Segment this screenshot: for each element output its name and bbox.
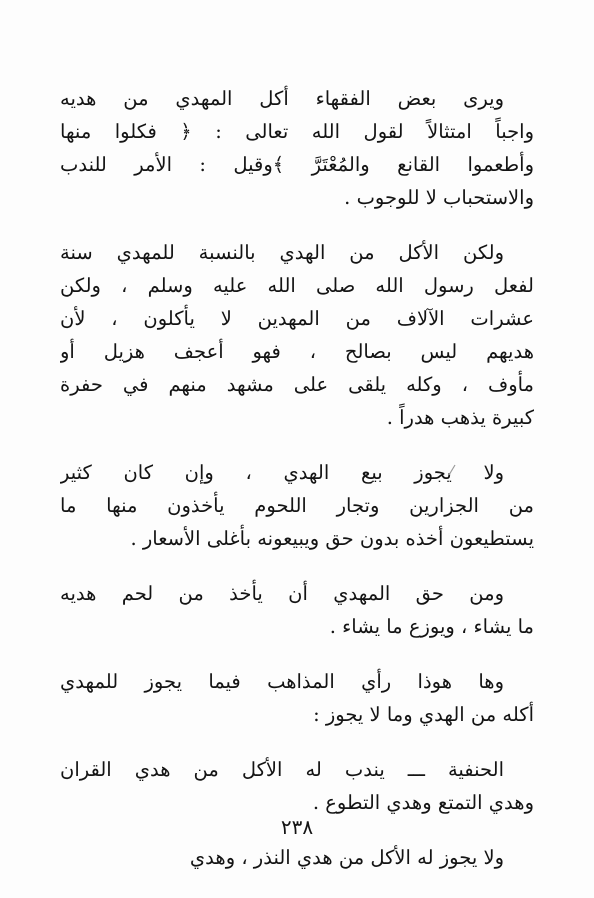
text-line: ولكن الأكل من الهدي بالنسبة للمهدي سنة: [60, 241, 504, 264]
text-line: عشرات الآلاف من المهدين لا يأكلون ، لأن: [60, 307, 534, 330]
text-line: وأطعموا القانع والمُعْتَرَّ ﴾وقيل : الأمر للندب: [60, 153, 534, 176]
text-line: كبيرة يذهب هدراً .: [386, 406, 534, 429]
paragraph: [60, 753, 534, 819]
text-line: ويرى بعض الفقهاء أكل المهدي من هديه: [60, 87, 504, 110]
text-line: ولا يجوز له الأكل من هدي النذر ، وهدي: [189, 846, 504, 869]
text-line: أكله من الهدي وما لا يجوز :: [313, 703, 534, 726]
text-line: وهدي التمتع وهدي التطوع .: [312, 791, 534, 814]
paragraph: [60, 577, 534, 643]
text-line: مأوف ، وكله يلقى على مشهد منهم في حفرة: [60, 373, 534, 396]
margin-pencil-mark: [447, 464, 457, 476]
text-line: من الجزارين وتجار اللحوم يأخذون منها ما: [60, 494, 534, 517]
paragraph: [60, 82, 534, 214]
text-line: ولا يجوز بيع الهدي ، وإن كان كثير: [60, 461, 504, 484]
page-body-text: [60, 82, 534, 896]
page-number: ٢٣٨: [280, 815, 314, 839]
text-line: يستطيعون أخذه بدون حق ويبيعونه بأغلى الأسعار .: [130, 527, 534, 550]
text-line: الحنفية ـــ يندب له الأكل من هدي القران: [60, 758, 504, 781]
paragraph: [60, 236, 534, 434]
text-line: لفعل رسول الله صلى الله عليه وسلم ، ولكن: [60, 274, 534, 297]
paragraph: [60, 665, 534, 731]
paragraph: [60, 456, 534, 555]
text-line: واجباً امتثالاً لقول الله تعالى : ﴿ فكلوا منها: [60, 120, 534, 143]
text-line: والاستحباب لا للوجوب .: [344, 186, 534, 209]
text-line: ومن حق المهدي أن يأخذ من لحم هديه: [60, 582, 504, 605]
text-line: وها هوذا رأي المذاهب فيما يجوز للمهدي: [60, 670, 504, 693]
text-line: ما يشاء ، ويوزع ما يشاء .: [329, 615, 534, 638]
text-line: هديهم ليس بصالح ، فهو أعجف هزيل أو: [60, 340, 534, 363]
paragraph: [60, 841, 534, 874]
